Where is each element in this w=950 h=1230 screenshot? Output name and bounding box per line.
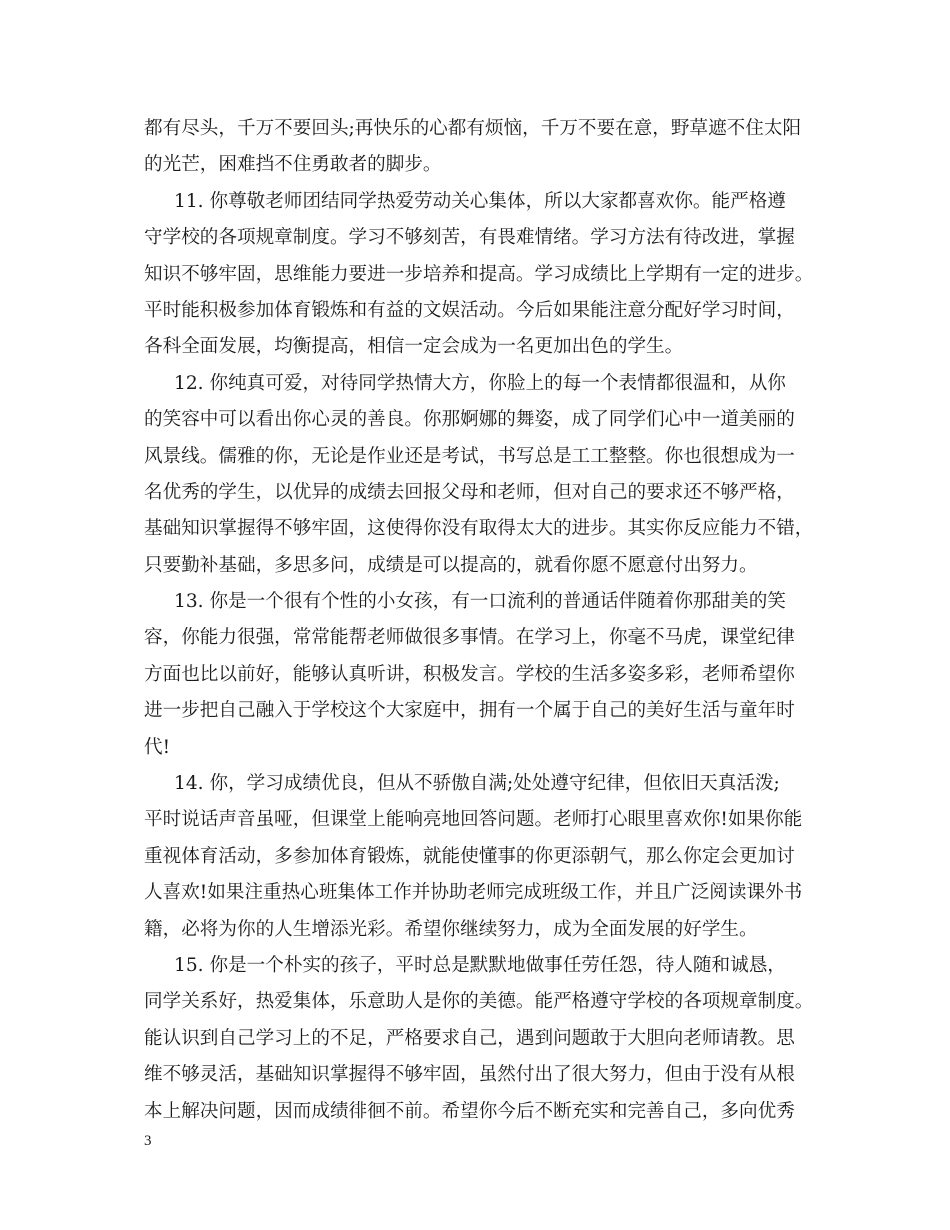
text-line: 12. 你纯真可爱，对待同学热情大方，你脸上的每一个表情都很温和，从你 [174,372,786,394]
text-line: 15. 你是一个朴实的孩子，平时总是默默地做事任劳任怨，待人随和诚恳， [174,954,786,976]
text-line: 进一步把自己融入于学校这个大家庭中，拥有一个属于自己的美好生活与童年时 [144,700,795,722]
text-line: 14. 你，学习成绩优良，但从不骄傲自满;处处遵守纪律，但依旧天真活泼; [174,773,780,795]
text-line: 11. 你尊敬老师团结同学热爱劳动关心集体，所以大家都喜欢你。能严格遵 [174,190,786,212]
text-line: 本上解决问题，因而成绩徘徊不前。希望你今后不断充实和完善自己，多向优秀 [144,1100,795,1122]
text-line: 平时能积极参加体育锻炼和有益的文娱活动。今后如果能注意分配好学习时间， [144,299,795,321]
text-line: 同学关系好，热爱集体，乐意助人是你的美德。能严格遵守学校的各项规章制度。 [144,991,814,1013]
text-line: 方面也比以前好，能够认真听讲，积极发言。学校的生活多姿多彩，老师希望你 [144,663,795,685]
text-line: 13. 你是一个很有个性的小女孩，有一口流利的普通话伴随着你那甜美的笑 [174,591,786,613]
text-line: 能认识到自己学习上的不足，严格要求自己，遇到问题敢于大胆向老师请教。思 [144,1027,795,1049]
text-line: 名优秀的学生，以优异的成绩去回报父母和老师，但对自己的要求还不够严格， [144,481,795,503]
text-line: 守学校的各项规章制度。学习不够刻苦，有畏难情绪。学习方法有待改进，掌握 [144,227,795,249]
text-line: 风景线。儒雅的你，无论是作业还是考试，书写总是工工整整。你也很想成为一 [144,445,795,467]
text-line: 籍，必将为你的人生增添光彩。希望你继续努力，成为全面发展的好学生。 [144,918,758,940]
paragraph-item-11 [144,184,824,366]
paragraph-continuation [144,111,824,184]
paragraph-item-14 [144,766,824,948]
text-line: 的光芒，困难挡不住勇敢者的脚步。 [144,154,442,176]
text-line: 各科全面发展，均衡提高，相信一定会成为一名更加出色的学生。 [144,336,684,358]
paragraph-item-12 [144,366,824,584]
text-line: 的笑容中可以看出你心灵的善良。你那婀娜的舞姿，成了同学们心中一道美丽的 [144,409,795,431]
text-line: 重视体育活动，多参加体育锻炼，就能使懂事的你更添朝气，那么你定会更加讨 [144,845,795,867]
paragraph-item-15 [144,948,824,1130]
paragraph-item-13 [144,584,824,766]
text-line: 只要勤补基础，多思多问，成绩是可以提高的，就看你愿不愿意付出努力。 [144,554,758,576]
text-line: 维不够灵活，基础知识掌握得不够牢固，虽然付出了很大努力，但由于没有从根 [144,1064,795,1086]
page-number: 3 [144,1133,152,1149]
body-text [144,111,824,1130]
text-line: 代! [144,736,171,758]
text-line: 人喜欢!如果注重热心班集体工作并协助老师完成班级工作，并且广泛阅读课外书 [144,882,803,904]
text-line: 知识不够牢固，思维能力要进一步培养和提高。学习成绩比上学期有一定的进步。 [144,263,814,285]
text-line: 都有尽头，千万不要回头;再快乐的心都有烦恼，千万不要在意，野草遮不住太阳 [144,118,802,139]
text-line: 容，你能力很强，常常能帮老师做很多事情。在学习上，你毫不马虎，课堂纪律 [144,627,795,649]
text-line: 基础知识掌握得不够牢固，这使得你没有取得太大的进步。其实你反应能力不错， [144,518,814,540]
text-line: 平时说话声音虽哑，但课堂上能响亮地回答问题。老师打心眼里喜欢你!如果你能 [144,809,803,831]
